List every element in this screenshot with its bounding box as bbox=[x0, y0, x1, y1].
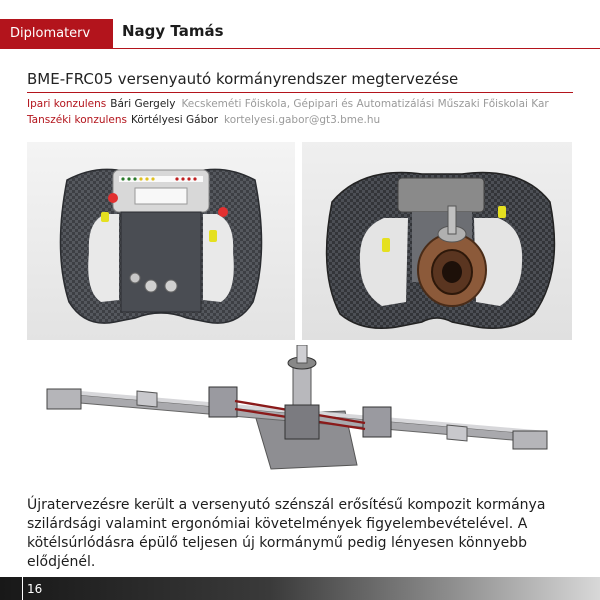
section-label: Diplomaterv bbox=[10, 26, 91, 41]
steering-rack-render bbox=[27, 345, 572, 480]
page-title: BME-FRC05 versenyautó kormányrendszer megtervezése bbox=[27, 70, 459, 88]
page-number: 16 bbox=[27, 582, 43, 596]
consultant-name: Körtélyesi Gábor bbox=[131, 114, 218, 126]
footer-bar bbox=[0, 577, 600, 600]
description-paragraph: Újratervezésre került a versenyutó szénszál erősítésű kompozit kormánya szilárdsági valamint ergonómiai követelmények figyelembevételével. A kötélsúrlódásra épülő teljesen új kormánymű pedig lényesen könnyebb elődjénél. bbox=[27, 497, 546, 570]
author-name: Nagy Tamás bbox=[122, 22, 224, 40]
footer-divider bbox=[22, 577, 23, 600]
section-tab bbox=[0, 19, 113, 48]
consultant-email: kortelyesi.gabor@gt3.bme.hu bbox=[223, 114, 381, 126]
consultant-role: Ipari konzulens bbox=[27, 98, 107, 110]
title-rule bbox=[27, 92, 573, 93]
consultant-role: Tanszéki konzulens bbox=[27, 114, 127, 126]
steering-wheel-front-render bbox=[27, 142, 295, 340]
consultant-row-industrial bbox=[27, 98, 549, 110]
header-rule bbox=[0, 48, 600, 49]
consultant-name: Bári Gergely bbox=[110, 98, 176, 110]
consultant-affiliation: Kecskeméti Főiskola, Gépipari és Automatizálási Műszaki Főiskolai Kar bbox=[181, 98, 549, 110]
steering-wheel-rear-render bbox=[302, 142, 572, 340]
consultant-row-department bbox=[27, 114, 380, 126]
